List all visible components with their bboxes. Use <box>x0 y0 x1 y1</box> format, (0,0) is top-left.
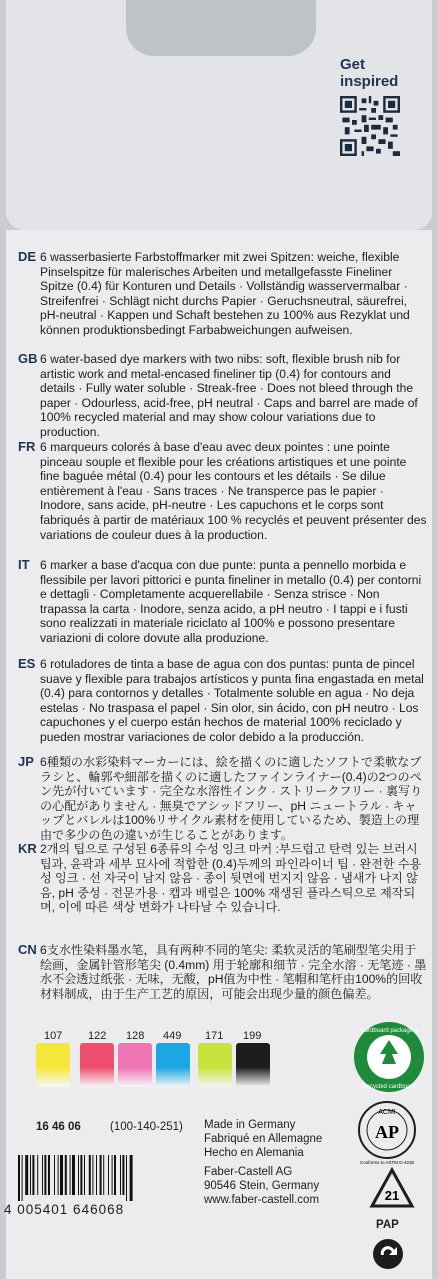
svg-text:Recycled cardboard: Recycled cardboard <box>362 1084 416 1090</box>
barcode-number: 4 005401 646068 <box>4 1202 125 1217</box>
recycling-triangle-icon <box>368 1166 416 1214</box>
color-swatch <box>236 1043 270 1087</box>
color-swatch <box>118 1043 152 1087</box>
swatch-number: 107 <box>44 1030 63 1042</box>
qr-code-icon[interactable] <box>340 96 400 156</box>
svg-text:Conforms to ASTM D-4236: Conforms to ASTM D-4236 <box>359 1160 415 1165</box>
svg-text:21: 21 <box>384 1188 400 1203</box>
color-swatch <box>80 1043 114 1087</box>
color-swatch <box>36 1043 70 1087</box>
get-inspired-label: Get inspired <box>340 56 399 90</box>
made-in-germany: Made in Germany Fabriqué en Allemagne Hecho en Alemania <box>204 1119 323 1159</box>
swatch-number: 449 <box>163 1030 182 1042</box>
section-es: ES 6 rotuladores de tinta a base de agua con dos puntas: punta de pincel suave y flexible para trabajos artísticos y punta fina engastada en metal (0.4) para contornos y detalles · Totalmente soluble en agua · No deja estelas · No traspasa el papel · Sin olor, sin ácido, con pH neutro · Los capuchones y el cuerpo están hechos de material 100% reciclado y pueden mostrar variaciones de color debido a la producción. <box>18 656 424 744</box>
color-swatch <box>156 1043 190 1087</box>
recycled-cardboard-icon <box>352 1020 426 1094</box>
svg-text:ACMI: ACMI <box>378 1109 396 1116</box>
section-cn: CN 6支水性染料墨水笔，具有两种不同的笔尖: 柔软灵活的笔刷型笔尖用于绘画，金属针管形笔尖 (0.4mm) 用于轮廓和细节 · 完全水溶 · 无笔迹 · 墨水不会透过纸张 · 无味，无酸，pH值为中性 · 笔帽和笔杆由100%的回收材料制成，由于生产工艺的原因，可能会出现少量的颜色偏差。 <box>18 942 427 1001</box>
company-address: Faber-Castell AG 90546 Stein, Germany www.faber-castell.com <box>204 1166 320 1206</box>
section-it: IT 6 marker a base d'acqua con due punte: punta a pennello morbida e flessibile per lavori pittorici e punta fineliner in metallo (0.4) per contorni e dettagli · Completamente acquerellabile · Senza strisce · Non trapassa la carta · Inodore, senza acido, a pH neutro · I tappi e i fusti sono realizzati in materiale riciclato al 100% e possono presentare variazioni di colore dovute alla produzione. <box>18 557 422 645</box>
section-fr: FR 6 marqueurs colorés à base d'eau avec deux pointes : une pointe pinceau souple et flexible pour les créations artistiques et une pointe fine baguée métal (0.4) pour les contours et les détails · Se dilue entièrement à l'eau · Sans traces · Ne transperce pas le papier · Inodore, sans acide, pH-neutre · Les capuchons et le corps sont fabriqués à partir de matériaux 100 % recyclés et peuvent présenter des variations de couleur dues à la production. <box>18 439 427 542</box>
article-number: 16 46 06 <box>36 1121 81 1133</box>
pap-label: PAP <box>376 1219 399 1231</box>
barcode-icon <box>16 1155 166 1201</box>
acmi-ap-seal-icon <box>356 1100 418 1166</box>
hang-hole <box>126 0 316 56</box>
section-jp: JP 6種類の水彩染料マーカーには、絵を描くのに適したソフトで柔軟なブラシと、輪郭や細部を描くのに適したファインライナー(0.4)の2つのペン先が付いています · 完全な水溶性インク · ストリークフリー · 裏写りの心配がありません · 無臭でアシッドフリー、pH ニュートラル · キャップとバレルは100%リサイクル素材を使用しているため、製造上の理由で多少の色の違いが生じることがあります。 <box>18 754 423 842</box>
svg-text:AP: AP <box>375 1122 399 1142</box>
swatch-number: 122 <box>88 1030 107 1042</box>
section-de: DE 6 wasserbasierte Farbstoffmarker mit zwei Spitzen: weiche, flexible Pinselspitze für malerisches Arbeiten und metallgefasste Fineliner Spitze (0.4) für Konturen und Details · Vollständig wasservermalbar · Streifenfrei · Schlägt nicht durchs Papier · Geruchsneutral, säurefrei, pH-neutral · Kappen und Schaft bestehen zu 100% aus Rezyklat und können produktionsbedingt Farbabweichungen aufweisen. <box>18 249 410 337</box>
color-swatch <box>198 1043 232 1087</box>
recycle-arrow-icon <box>372 1238 404 1270</box>
swatch-number: 199 <box>243 1030 262 1042</box>
svg-text:Cardboard packaging: Cardboard packaging <box>360 1028 418 1034</box>
section-kr: KR 2개의 팁으로 구성된 6종류의 수성 잉크 마커 :부드럽고 탄력 있는 브러시 팁과, 윤곽과 세부 묘사에 적합한 (0.4)두께의 파인라이너 팁 · 완전한 수용성 잉크 · 선 자국이 남지 않음 · 종이 뒷면에 번지지 않음 · 냄새가 나지 않음, pH 중성 · 전문가용 · 캡과 배럴은 100% 재생된 플라스틱으로 제작되며, 이에 따른 색상 변화가 나타날 수 있습니다. <box>18 841 422 915</box>
swatch-number: 128 <box>126 1030 145 1042</box>
product-code: (100-140-251) <box>110 1121 183 1133</box>
swatch-number: 171 <box>205 1030 224 1042</box>
section-gb: GB 6 water-based dye markers with two nibs: soft, flexible brush nib for artistic work and metal-encased fineliner tip (0.4) for contours and details · Fully water soluble · Streak-free · Does not bleed through the paper · Odourless, acid-free, pH neutral · Caps and barrel are made of 100% recycled material and may show colour variations due to production. <box>18 351 418 439</box>
